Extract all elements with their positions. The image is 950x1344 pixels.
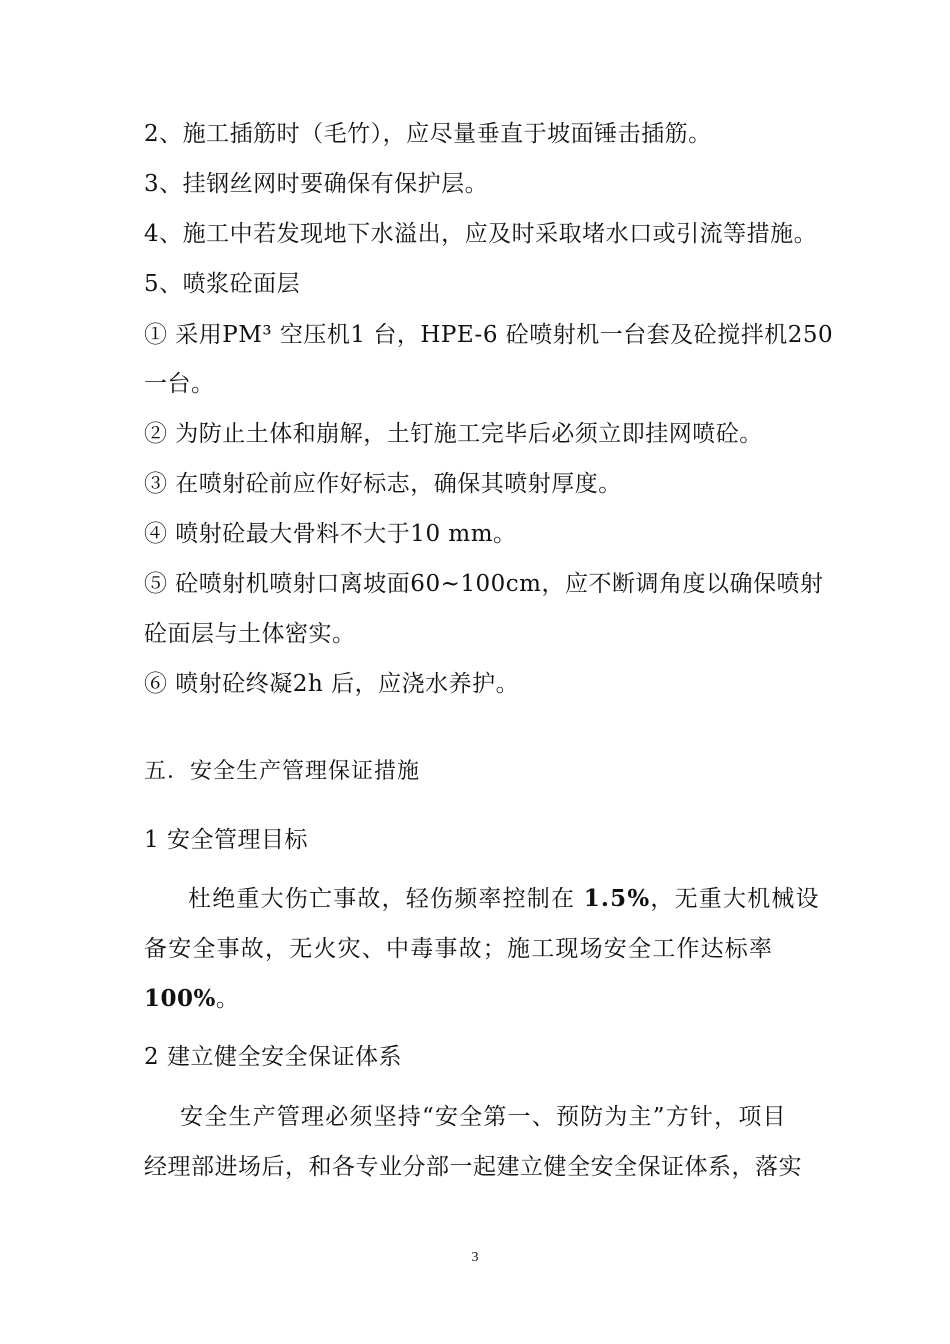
list-item-5: 5、喷浆砼面层 (144, 271, 301, 297)
rate-value: 1.5% (583, 885, 651, 912)
paragraph-1-line-1 (188, 884, 820, 914)
paragraph-1-line-2: 备安全事故，无火灾、中毒事故；施工现场安全工作达标率 (144, 936, 774, 962)
sub-item-1-continued: 一台。 (144, 371, 215, 397)
sub-item-2: ② 为防止土体和崩解，土钉施工完毕后必须立即挂网喷砼。 (144, 421, 763, 447)
paragraph-1-line-3 (144, 984, 814, 1014)
paragraph-text: 杜绝重大伤亡事故，轻伤频率控制在 (188, 886, 584, 912)
paragraph-2-line-1: 安全生产管理必须坚持“安全第一、预防为主”方针，项目 (180, 1104, 787, 1130)
sub-item-5: ⑤ 砼喷射机喷射口离坡面60~100cm，应不断调角度以确保喷射 (144, 571, 824, 597)
sub-item-3: ③ 在喷射砼前应作好标志，确保其喷射厚度。 (144, 471, 622, 497)
section-heading: 五．安全生产管理保证措施 (144, 759, 421, 784)
list-item-3: 3、挂钢丝网时要确保有保护层。 (144, 171, 489, 197)
page-number: 3 (471, 1250, 479, 1265)
subsection-title-1: 1 安全管理目标 (144, 827, 308, 853)
subsection-title-2: 2 建立健全安全保证体系 (144, 1044, 402, 1070)
paragraph-text: 。 (215, 986, 240, 1012)
sub-item-1: ① 采用PM³ 空压机1 台，HPE-6 砼喷射机一台套及砼搅拌机250 (144, 322, 834, 348)
list-item-4: 4、施工中若发现地下水溢出，应及时采取堵水口或引流等措施。 (144, 221, 818, 247)
paragraph-2-line-2: 经理部进场后，和各专业分部一起建立健全安全保证体系，落实 (144, 1154, 802, 1180)
sub-item-4: ④ 喷射砼最大骨料不大于10 mm。 (144, 521, 517, 547)
paragraph-text: ，无重大机械设 (650, 886, 820, 912)
rate-value: 100% (144, 985, 216, 1012)
sub-item-5-continued: 砼面层与土体密实。 (144, 621, 356, 647)
sub-item-6: ⑥ 喷射砼终凝2h 后，应浇水养护。 (144, 671, 520, 697)
list-item-2: 2、施工插筋时（毛竹），应尽量垂直于坡面锤击插筋。 (144, 121, 712, 147)
